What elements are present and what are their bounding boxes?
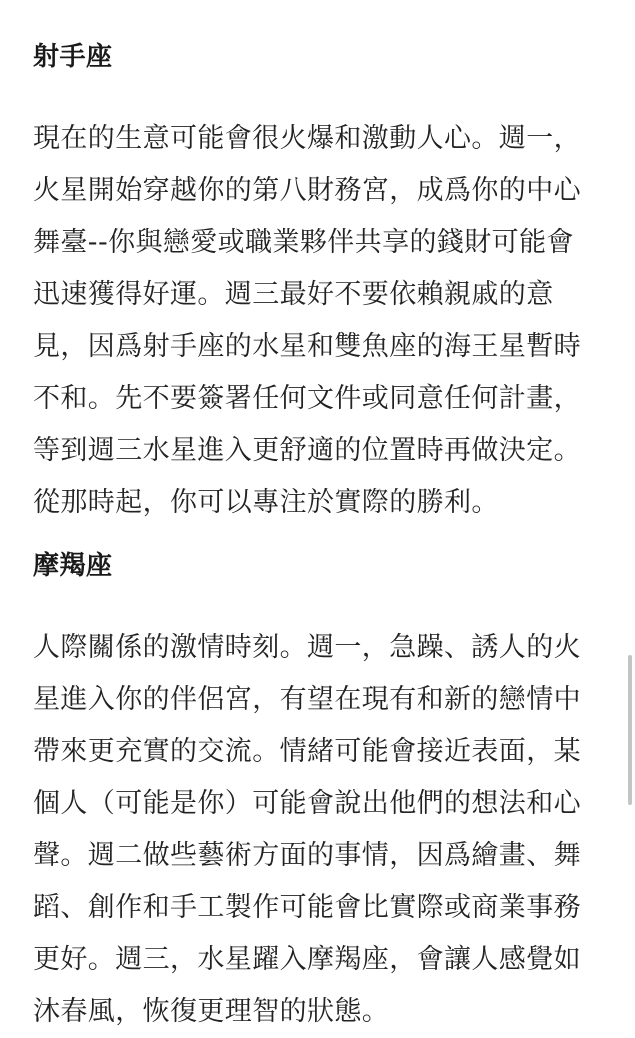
paragraph-line: 個人（可能是你）可能會說出他們的想法和心 <box>33 788 581 819</box>
paragraph-line: 等到週三水星進入更舒適的位置時再做決定。 <box>33 435 581 466</box>
section-title-sagittarius: 射手座 <box>33 42 113 72</box>
paragraph-line: 見，因爲射手座的水星和雙魚座的海王星暫時 <box>33 331 581 362</box>
paragraph-line: 星進入你的伴侶宮，有望在現有和新的戀情中 <box>33 684 581 715</box>
paragraph-line: 不和。先不要簽署任何文件或同意任何計畫， <box>33 383 581 414</box>
paragraph-line: 火星開始穿越你的第八財務宮，成爲你的中心 <box>33 175 581 206</box>
paragraph-line: 聲。週二做些藝術方面的事情，因爲繪畫、舞 <box>33 840 581 871</box>
paragraph-line: 人際關係的激情時刻。週一，急躁、誘人的火 <box>33 632 581 663</box>
paragraph-line: 蹈、創作和手工製作可能會比實際或商業事務 <box>33 892 581 923</box>
paragraph-sagittarius <box>33 113 608 529</box>
paragraph-line: 帶來更充實的交流。情緒可能會接近表面，某 <box>33 736 581 767</box>
paragraph-line: 現在的生意可能會很火爆和激動人心。週一， <box>33 123 581 154</box>
paragraph-capricorn <box>33 622 608 1038</box>
paragraph-line: 更好。週三，水星躍入摩羯座，會讓人感覺如 <box>33 944 581 975</box>
paragraph-line: 迅速獲得好運。週三最好不要依賴親戚的意 <box>33 279 554 310</box>
paragraph-line: 沐春風，恢復更理智的狀態。 <box>33 996 390 1027</box>
scrollbar-thumb[interactable] <box>628 655 632 805</box>
paragraph-line: 從那時起，你可以專注於實際的勝利。 <box>33 487 499 518</box>
section-title-capricorn: 摩羯座 <box>33 551 113 581</box>
paragraph-line: 舞臺--你與戀愛或職業夥伴共享的錢財可能會 <box>33 227 574 258</box>
